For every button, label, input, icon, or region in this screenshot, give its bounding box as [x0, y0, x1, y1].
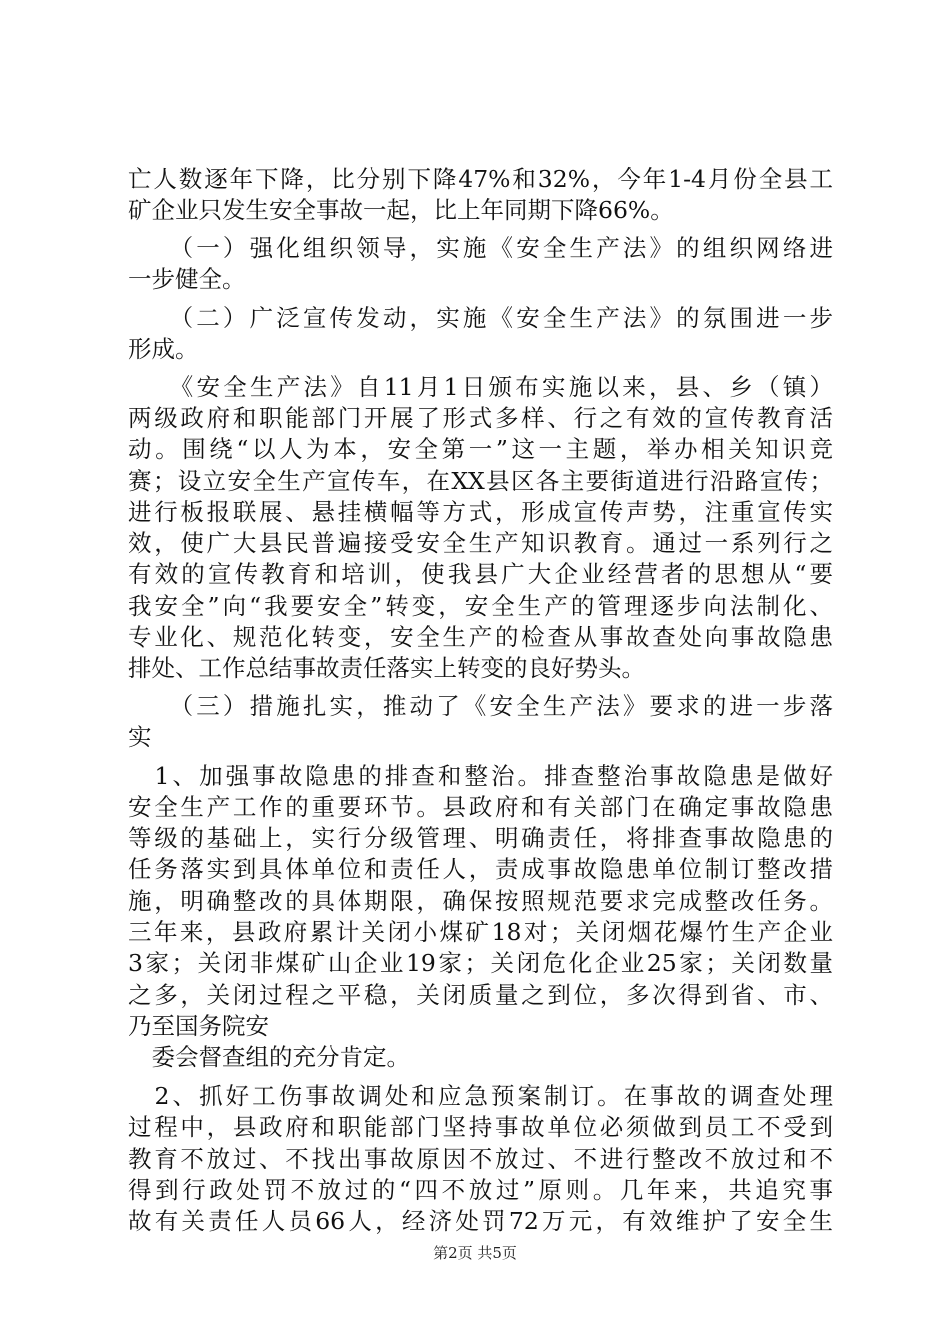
text-line: 施，明确整改的具体期限，确保按照规范要求完成整改任务。 [128, 887, 833, 915]
text-line: 矿企业只发生安全事故一起，比上年同期下降66%。 [128, 196, 674, 224]
text-line: 1、加强事故隐患的排查和整治。排查整治事故隐患是做好 [128, 762, 833, 790]
text-line: 赛；设立安全生产宣传车，在XX县区各主要街道进行沿路宣传； [128, 467, 833, 495]
text-line: 乃至国务院安 [128, 1012, 269, 1040]
text-line: 一步健全。 [128, 265, 246, 293]
text-line: 教育不放过、不找出事故原因不放过、不进行整改不放过和不 [128, 1145, 833, 1173]
text-line: 3家；关闭非煤矿山企业19家；关闭危化企业25家；关闭数量 [128, 949, 833, 977]
page-footer: 第2页 共5页 [433, 1244, 517, 1262]
text-line: （一）强化组织领导，实施《安全生产法》的组织网络进 [128, 234, 833, 262]
text-line: 专业化、规范化转变，安全生产的检查从事故查处向事故隐患 [128, 623, 833, 651]
text-line: 进行板报联展、悬挂横幅等方式，形成宣传声势，注重宣传实 [128, 498, 833, 526]
text-line: 2、抓好工伤事故调处和应急预案制订。在事故的调查处理 [128, 1082, 833, 1110]
text-line: 两级政府和职能部门开展了形式多样、行之有效的宣传教育活 [128, 404, 833, 432]
text-line: 等级的基础上，实行分级管理、明确责任，将排查事故隐患的 [128, 824, 833, 852]
text-line: 有效的宣传教育和培训，使我县广大企业经营者的思想从“要 [128, 560, 833, 588]
text-line: 我安全”向“我要安全”转变，安全生产的管理逐步向法制化、 [128, 592, 833, 620]
text-line: （二）广泛宣传发动，实施《安全生产法》的氛围进一步 [128, 304, 833, 332]
text-line: （三）措施扎实，推动了《安全生产法》要求的进一步落 [128, 692, 833, 720]
text-line: 过程中，县政府和职能部门坚持事故单位必须做到员工不受到 [128, 1113, 833, 1141]
text-line: 三年来，县政府累计关闭小煤矿18对；关闭烟花爆竹生产企业 [128, 918, 833, 946]
text-line: 形成。 [128, 335, 199, 363]
text-line: 实 [128, 723, 152, 751]
text-line: 故有关责任人员66人，经济处罚72万元，有效维护了安全生 [128, 1207, 833, 1235]
text-line: 排处、工作总结事故责任落实上转变的良好势头。 [128, 654, 645, 682]
text-line: 动。围绕“以人为本，安全第一”这一主题，举办相关知识竞 [128, 435, 833, 463]
text-line: 《安全生产法》自11月1日颁布实施以来，县、乡（镇） [128, 373, 833, 401]
text-line: 得到行政处罚不放过的“四不放过”原则。几年来，共追究事 [128, 1176, 833, 1204]
text-line: 任务落实到具体单位和责任人，责成事故隐患单位制订整改措 [128, 855, 833, 883]
text-line: 委会督查组的充分肯定。 [128, 1043, 410, 1071]
text-line: 亡人数逐年下降，比分别下降47%和32%，今年1-4月份全县工 [128, 165, 833, 193]
text-line: 安全生产工作的重要环节。县政府和有关部门在确定事故隐患 [128, 793, 833, 821]
text-line: 效，使广大县民普遍接受安全生产知识教育。通过一系列行之 [128, 529, 833, 557]
text-line: 之多，关闭过程之平稳，关闭质量之到位，多次得到省、市、 [128, 981, 833, 1009]
